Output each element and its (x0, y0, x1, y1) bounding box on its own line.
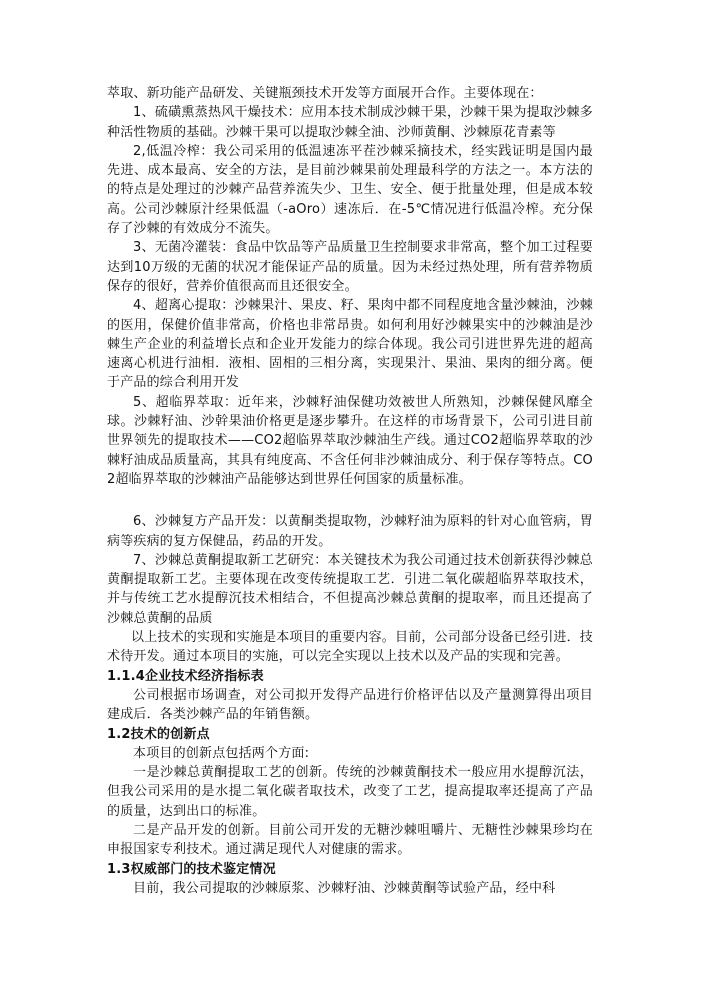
paragraph-item-7: 7、沙棘总黄酮提取新工艺研究：本关键技术为我公司通过技术创新获得沙棘总黄酮提取新工艺。主要体现在改变传统提取工艺．引进二氧化碳超临界萃取技术，并与传统工艺水提醇沉技术相结合，不但提高沙棘总黄酮的提取率，而且还提高了沙棘总黄酮的品质 (107, 552, 593, 626)
paragraph-appraisal: 目前，我公司提取的沙棘原浆、沙棘籽油、沙棘黄酮等试验产品，经中科 (133, 880, 556, 896)
paragraph-item-5: 5、超临界萃取：近年来，沙棘籽油保健功效被世人所熟知，沙棘保健风靡全球。沙棘籽油、沙幹果油价格更是逐步攀升。在这样的市场背景下，公司引进目前世界领先的提取技术——CO2超临界萃取沙棘油生产线。通过CO2超临界萃取的沙棘籽油成品质量高，其具有纯度高、不含任何非沙棘油成分、利于保存等特点。CO2超临界萃取的沙棘油产品能够达到世界任何国家的质量标准。 (107, 394, 593, 487)
paragraph-item-3: 3、无菌冷灌装：食品中饮品等产品质量卫生控制要求非常高，整个加工过程要达到10万级的无菌的状况才能保证产品的质量。因为未经过热处理，所有营养物质保存的很好，营养价值很高而且还很安全。 (107, 240, 593, 294)
section-heading-1-3: 1.3权威部门的技术鉴定情况 (107, 861, 276, 877)
document-body (107, 84, 593, 898)
paragraph-item-4: 4、超离心提取：沙棘果汁、果皮、籽、果肉中都不同程度地含量沙棘油，沙棘的医用，保健价值非常高，价格也非常昂贵。如何利用好沙棘果实中的沙棘油是沙棘生产企业的利益增长点和企业开发能力的综合体现。我公司引进世界先进的超高速离心机进行油相．液相、固相的三相分离，实现果汁、果油、果肉的细分离。便于产品的综合利用开发 (107, 298, 593, 391)
paragraph-innovation-intro: 本项目的创新点包括两个方面: (133, 745, 310, 761)
paragraph-innovation-2: 二是产品开发的创新。目前公司开发的无糖沙棘咀嚼片、无糖性沙棘果珍均在申报国家专利技术。通过满足现代人对健康的需求。 (107, 822, 593, 858)
paragraph-item-1: 1、硫磺熏蒸热风干燥技术：应用本技术制成沙棘干果，沙棘干果为提取沙棘多种活性物质的基础。沙棘干果可以提取沙棘全油、沙师黄酮、沙棘原花青素等 (107, 105, 593, 140)
paragraph-innovation-1: 一是沙棘总黄酮提取工艺的创新。传统的沙棘黄酮技术一般应用水提醇沉法，但我公司采用的是水提二氧化碳者取技术，改变了工艺，提高提取率还提高了产品的质量，达到出口的标准。 (107, 765, 593, 819)
blank-line (107, 489, 593, 512)
paragraph-market: 公司根据市场调查，对公司拟开发得产品进行价格评估以及产量测算得出项目建成后．各类沙棘产品的年销售额。 (107, 687, 593, 723)
paragraph-item-6: 6、沙棘复方产品开发：以黄酮类提取物，沙棘籽油为原料的针对心血管病，胃病等疾病的复方保健品，药品的开发。 (107, 514, 593, 549)
paragraph-intro: 萃取、新功能产品研发、关键瓶颈技术开发等方面展开合作。主要体现在： (107, 86, 543, 101)
section-heading-1-2: 1.2技术的创新点 (107, 726, 210, 742)
paragraph-item-2: 2,低温冷榨：我公司采用的低温速冻平茬沙棘采摘技术，经实践证明是国内最先进、成本最高、安全的方法，是目前沙棘果前处理最科学的方法之一。本方法的的特点是处理过的沙棘产品营养流失少、卫生、安全、便于批量处理，但是成本较高。公司沙棘原汁经果低温（-aOro）速冻后．在-5℃情况进行低温冷榨。充分保存了沙棘的有效成分不流失。 (107, 143, 593, 237)
section-heading-1-1-4: 1.1.4企业技术经济指标表 (107, 668, 264, 684)
paragraph-summary: 以上技术的实现和实施是本项目的重要内容。目前，公司部分设备已经引进．技术待开发。通过本项目的实施，可以完全实现以上技术以及产品的实现和完善。 (107, 630, 594, 665)
